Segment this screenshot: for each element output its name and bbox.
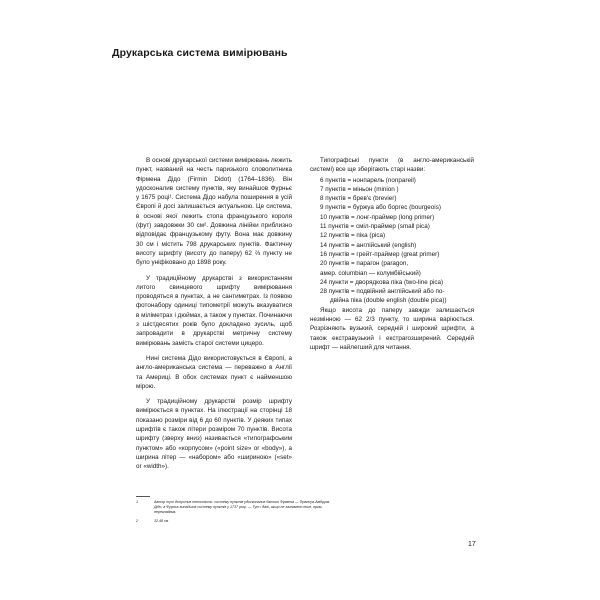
list-item: 7 пунктів = міньон (minion ) bbox=[320, 185, 399, 193]
list-item: 8 пунктів = брев'є (brevier) bbox=[320, 195, 397, 203]
list-item-continuation: амер. columbian — колумбійський) bbox=[320, 269, 421, 277]
footnote bbox=[136, 500, 336, 515]
list-item: 6 пунктів = нонпарель (nonpareil) bbox=[320, 176, 416, 184]
footnotes bbox=[136, 500, 336, 528]
list-item: 14 пунктів = англійський (english) bbox=[320, 241, 417, 249]
footnote bbox=[136, 519, 336, 524]
footnote-number: 2 bbox=[136, 519, 138, 523]
list-item: 20 пунктів = парагон (paragon, bbox=[320, 260, 409, 268]
paragraph: У традиційному друкарстві з використанням литого свинцевого шрифту вимірювання проводяться в пунктах, а не сантиметрах. Із появою фотонабору одиниці типометрії можуть вказуватися в міліметрах і дюймах, а також у пунктах. Починаючи з шістдесятих років було докладено зусиль, щоб запровадити в друкарстві метричну систему вимірювань замість старої системи цицеро. bbox=[136, 274, 292, 347]
paragraph: Нині система Дідо використовується в Європі, а англо-американська система — переважно в Англії та Америці. В обох системах пункт є найменшою мірою. bbox=[136, 354, 292, 390]
paragraph: В основі друкарської системи вимірювань лежить пункт, названий на честь паризького словолитника Фірмена Дідо (Firmin Didot) (1764–1836). Він удосконалив систему пунктів, яку винайшов Фурньє у 1675 році¹. Система Дідо набула поширення в усій Європі й досі залишається актуальною. Це система, в основі якої лежить стопа французького короля (фут) завдовжки 30 см². Довжина лінійки приблизно відповідає французькому футу. Вона має довжину 30 см і містить 798 друкарських пунктів. Фактичну висоту шрифту (висоту до паперу) 62 ⅔ пункту не було уніфіковано до 1898 року. bbox=[136, 157, 292, 267]
list-item: 9 пунктів = буржуа або боргес (bourgeois) bbox=[320, 204, 441, 212]
list-item-continuation: двійна піка (double english (double pica)) bbox=[330, 297, 447, 305]
point-size-list bbox=[310, 176, 474, 306]
paragraph: Якщо висота до паперу завжди залишається незмінною — 62 2/3 пункту, то ширина варіюється. Розрізняють вузький, середній і широкий шрифти, а також екстравузький і екстраrозширений. Середній шрифт — найлегший для читання. bbox=[310, 306, 474, 351]
list-item: 28 пунктів = подвійний англійський або по- bbox=[320, 288, 445, 296]
page-number: 17 bbox=[468, 541, 476, 548]
list-item: 11 пунктів = сміл-праймер (small pica) bbox=[320, 223, 430, 231]
footnote-text: Автор тут допустив неточність: систему пунктів удосконалив батько Фірмена — Франсуа-Амбруаз Дідо, а Фурньє винайшов систему пунктів у 1737 році. — Тут і далі, якщо не зазначено інше, прим. перекладача. bbox=[154, 500, 330, 514]
page-title: Друкарська система вимірювань bbox=[112, 47, 288, 59]
left-column bbox=[136, 156, 292, 478]
footnote-rule bbox=[136, 496, 150, 497]
list-item: 24 пункти = дворядкова піка (two-line pica) bbox=[320, 278, 444, 286]
list-item: 12 пунктів = піка (pica) bbox=[320, 232, 386, 240]
right-column bbox=[310, 156, 474, 358]
footnote-number: 1 bbox=[136, 500, 138, 504]
footnote-text: 32,48 см bbox=[154, 519, 169, 523]
list-item: 10 пунктів = лонг-праймер (long primer) bbox=[320, 213, 435, 221]
paragraph: У традиційному друкарстві розмір шрифту вимірюється в пунктах. На ілюстрації на сторінці 18 показано розміри від 6 до 60 пунктів. У деяких типах шрифтів є також літери розміром 70 пунктів. Висота шрифту (зверху вниз) називається «типографським пунктом» або «корпусом» («point size» or «body»), а ширина літер — «набором» або «шириною» («set» or «width»). bbox=[136, 398, 292, 471]
list-item: 16 пунктів = грейт-праймер (great primer) bbox=[320, 250, 440, 258]
list-intro: Типографські пункти (в англо-американській системі) все ще зберігають старі назви: bbox=[310, 157, 474, 174]
